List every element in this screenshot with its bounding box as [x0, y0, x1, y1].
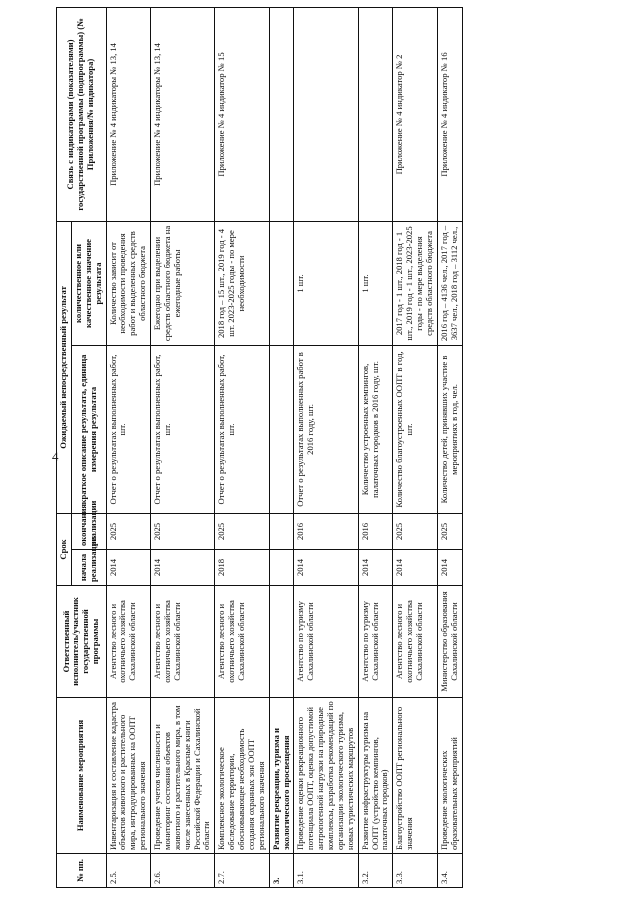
- cell-start: 2014: [358, 550, 393, 586]
- cell-end: 2025: [215, 513, 269, 549]
- cell-qty: Ежегодно при выделении средств областного бюджета на ежегодные работы: [151, 221, 215, 345]
- cell-short: Количество благоустроенных ООПТ в год, шт.: [393, 345, 438, 513]
- cell-name: Проведение экологических образовательных мероприятий: [437, 698, 462, 854]
- cell-end: 2025: [151, 513, 215, 549]
- cell-resp: Агентство по туризму Сахалинской области: [358, 586, 393, 698]
- header-end: окончания реализации: [71, 513, 106, 549]
- cell-link: Приложение № 4 индикаторы № 13, 14: [106, 7, 151, 221]
- cell-qty: 2017 год - 1 шт., 2018 год - 1 шт., 2019 год - 1 шт., 2023-2025 годы - по мере выделения средств областного бюджета: [393, 221, 438, 345]
- cell-num: 2.7.: [215, 854, 269, 888]
- table-row: [269, 7, 294, 887]
- cell-num: 3.3.: [393, 854, 438, 888]
- table-row: [358, 7, 393, 887]
- cell-name: Комплексное экологическое обследование территории, обосновывающее необходимость создания охранных зон ООПТ регионального значения: [215, 698, 269, 854]
- header-result: Ожидаемый непосредственный результат: [57, 221, 72, 513]
- cell-link: Приложение № 4 индикатор № 2: [393, 7, 438, 221]
- rotated-table-wrapper: [56, 8, 616, 888]
- cell-end: 2016: [294, 513, 358, 549]
- cell-name: Проведение оценки рекреационного потенциала ООПТ, оценка допустимой антропогенной нагрузки на природные комплексы, разработка рекомендаций по организации экологического туризма, новых туристических маршрутов: [294, 698, 358, 854]
- cell-link: Приложение № 4 индикатор № 16: [437, 7, 462, 221]
- cell-end: 2025: [437, 513, 462, 549]
- header-start: начала реализации: [71, 550, 106, 586]
- table-row: [106, 7, 151, 887]
- header-num: № пп.: [57, 854, 107, 888]
- cell-resp: Министерство образования Сахалинской области: [437, 586, 462, 698]
- cell-link: Приложение № 4 индикаторы № 13, 14: [151, 7, 215, 221]
- cell-num: 3.4.: [437, 854, 462, 888]
- cell-num: 3.1.: [294, 854, 358, 888]
- cell-qty: Количество зависит от необходимости проведения работ и выделенных средств областного бюджета: [106, 221, 151, 345]
- cell-name: Развитие инфраструктуры туризма на ООПТ (устройство кемпингов, палаточных городков): [358, 698, 393, 854]
- cell-qty: 1 шт.: [294, 221, 358, 345]
- cell-resp: Агентство лесного и охотничьего хозяйства Сахалинской области: [151, 586, 215, 698]
- cell-end: 2025: [106, 513, 151, 549]
- cell-short: Отчет о результатах выполненных работ в 2016 году, шт.: [294, 345, 358, 513]
- cell-empty: [269, 221, 294, 345]
- cell-empty: [269, 513, 294, 549]
- cell-resp: Агентство лесного и охотничьего хозяйства Сахалинской области: [215, 586, 269, 698]
- cell-short: Количество устроенных кемпингов, палаточных городков в 2016 году, шт.: [358, 345, 393, 513]
- cell-start: 2014: [106, 550, 151, 586]
- cell-short: Отчет о результатах выполненных работ, шт.: [106, 345, 151, 513]
- cell-num: 2.5.: [106, 854, 151, 888]
- header-term: Срок: [57, 513, 72, 585]
- cell-name: Проведение учетов численности и мониторинг состояния объектов животного и растительного мира, в том числе занесенных в Красные книги Российской Федерации и Сахалинской области: [151, 698, 215, 854]
- cell-short: Отчет о результатах выполненных работ, шт.: [215, 345, 269, 513]
- table-row: [393, 7, 438, 887]
- cell-qty: 2018 год – 15 шт., 2019 год - 4 шт. 2023-2025 годы - по мере необходимости: [215, 221, 269, 345]
- header-quantity: количественное или качественное значение результата: [71, 221, 106, 345]
- cell-link: [358, 7, 393, 221]
- cell-empty: [269, 345, 294, 513]
- cell-link: [294, 7, 358, 221]
- table-row: [437, 7, 462, 887]
- cell-short: Количество детей, принявших участие в мероприятиях в год, чел.: [437, 345, 462, 513]
- cell-start: 2014: [437, 550, 462, 586]
- page-number: 4: [52, 449, 59, 464]
- cell-link: Приложение № 4 индикатор № 15: [215, 7, 269, 221]
- cell-start: 2014: [294, 550, 358, 586]
- cell-qty: 1 шт.: [358, 221, 393, 345]
- cell-num: 2.6.: [151, 854, 215, 888]
- cell-name: Инвентаризация и составление кадастра объектов животного и растительного мира, интродуцированных на ООПТ регионального значения: [106, 698, 151, 854]
- header-responsible: Ответственный исполнитель/участник государственной программы: [57, 586, 107, 698]
- cell-end: 2016: [358, 513, 393, 549]
- cell-name: Развитие рекреации, туризма и экологического просвещения: [269, 698, 294, 854]
- cell-start: 2014: [151, 550, 215, 586]
- table-row: [215, 7, 269, 887]
- cell-start: 2018: [215, 550, 269, 586]
- cell-empty: [269, 586, 294, 698]
- header-name: Наименование мероприятия: [57, 698, 107, 854]
- header-link: Связь с индикаторами (показателями) государственной программы (подпрограммы) (№ Приложения/№ индикатора): [57, 7, 107, 221]
- cell-num: 3.: [269, 854, 294, 888]
- table-row: [294, 7, 358, 887]
- cell-resp: Агентство по туризму Сахалинской области: [294, 586, 358, 698]
- cell-num: 3.2.: [358, 854, 393, 888]
- header-short-description: краткое описание результата, единица измерения результата: [71, 345, 106, 513]
- cell-short: Отчет о результатах выполненных работ, шт.: [151, 345, 215, 513]
- cell-start: 2014: [393, 550, 438, 586]
- cell-empty: [269, 550, 294, 586]
- cell-resp: Агентство лесного и охотничьего хозяйства Сахалинской области: [106, 586, 151, 698]
- cell-qty: 2016 год – 4136 чел., 2017 год – 3637 чел., 2018 год – 3112 чел.,: [437, 221, 462, 345]
- cell-empty: [269, 7, 294, 221]
- cell-end: 2025: [393, 513, 438, 549]
- cell-resp: Агентство лесного и охотничьего хозяйства Сахалинской области: [393, 586, 438, 698]
- cell-name: Благоустройство ООПТ регионального значения: [393, 698, 438, 854]
- measures-table: [56, 7, 463, 888]
- table-row: [151, 7, 215, 887]
